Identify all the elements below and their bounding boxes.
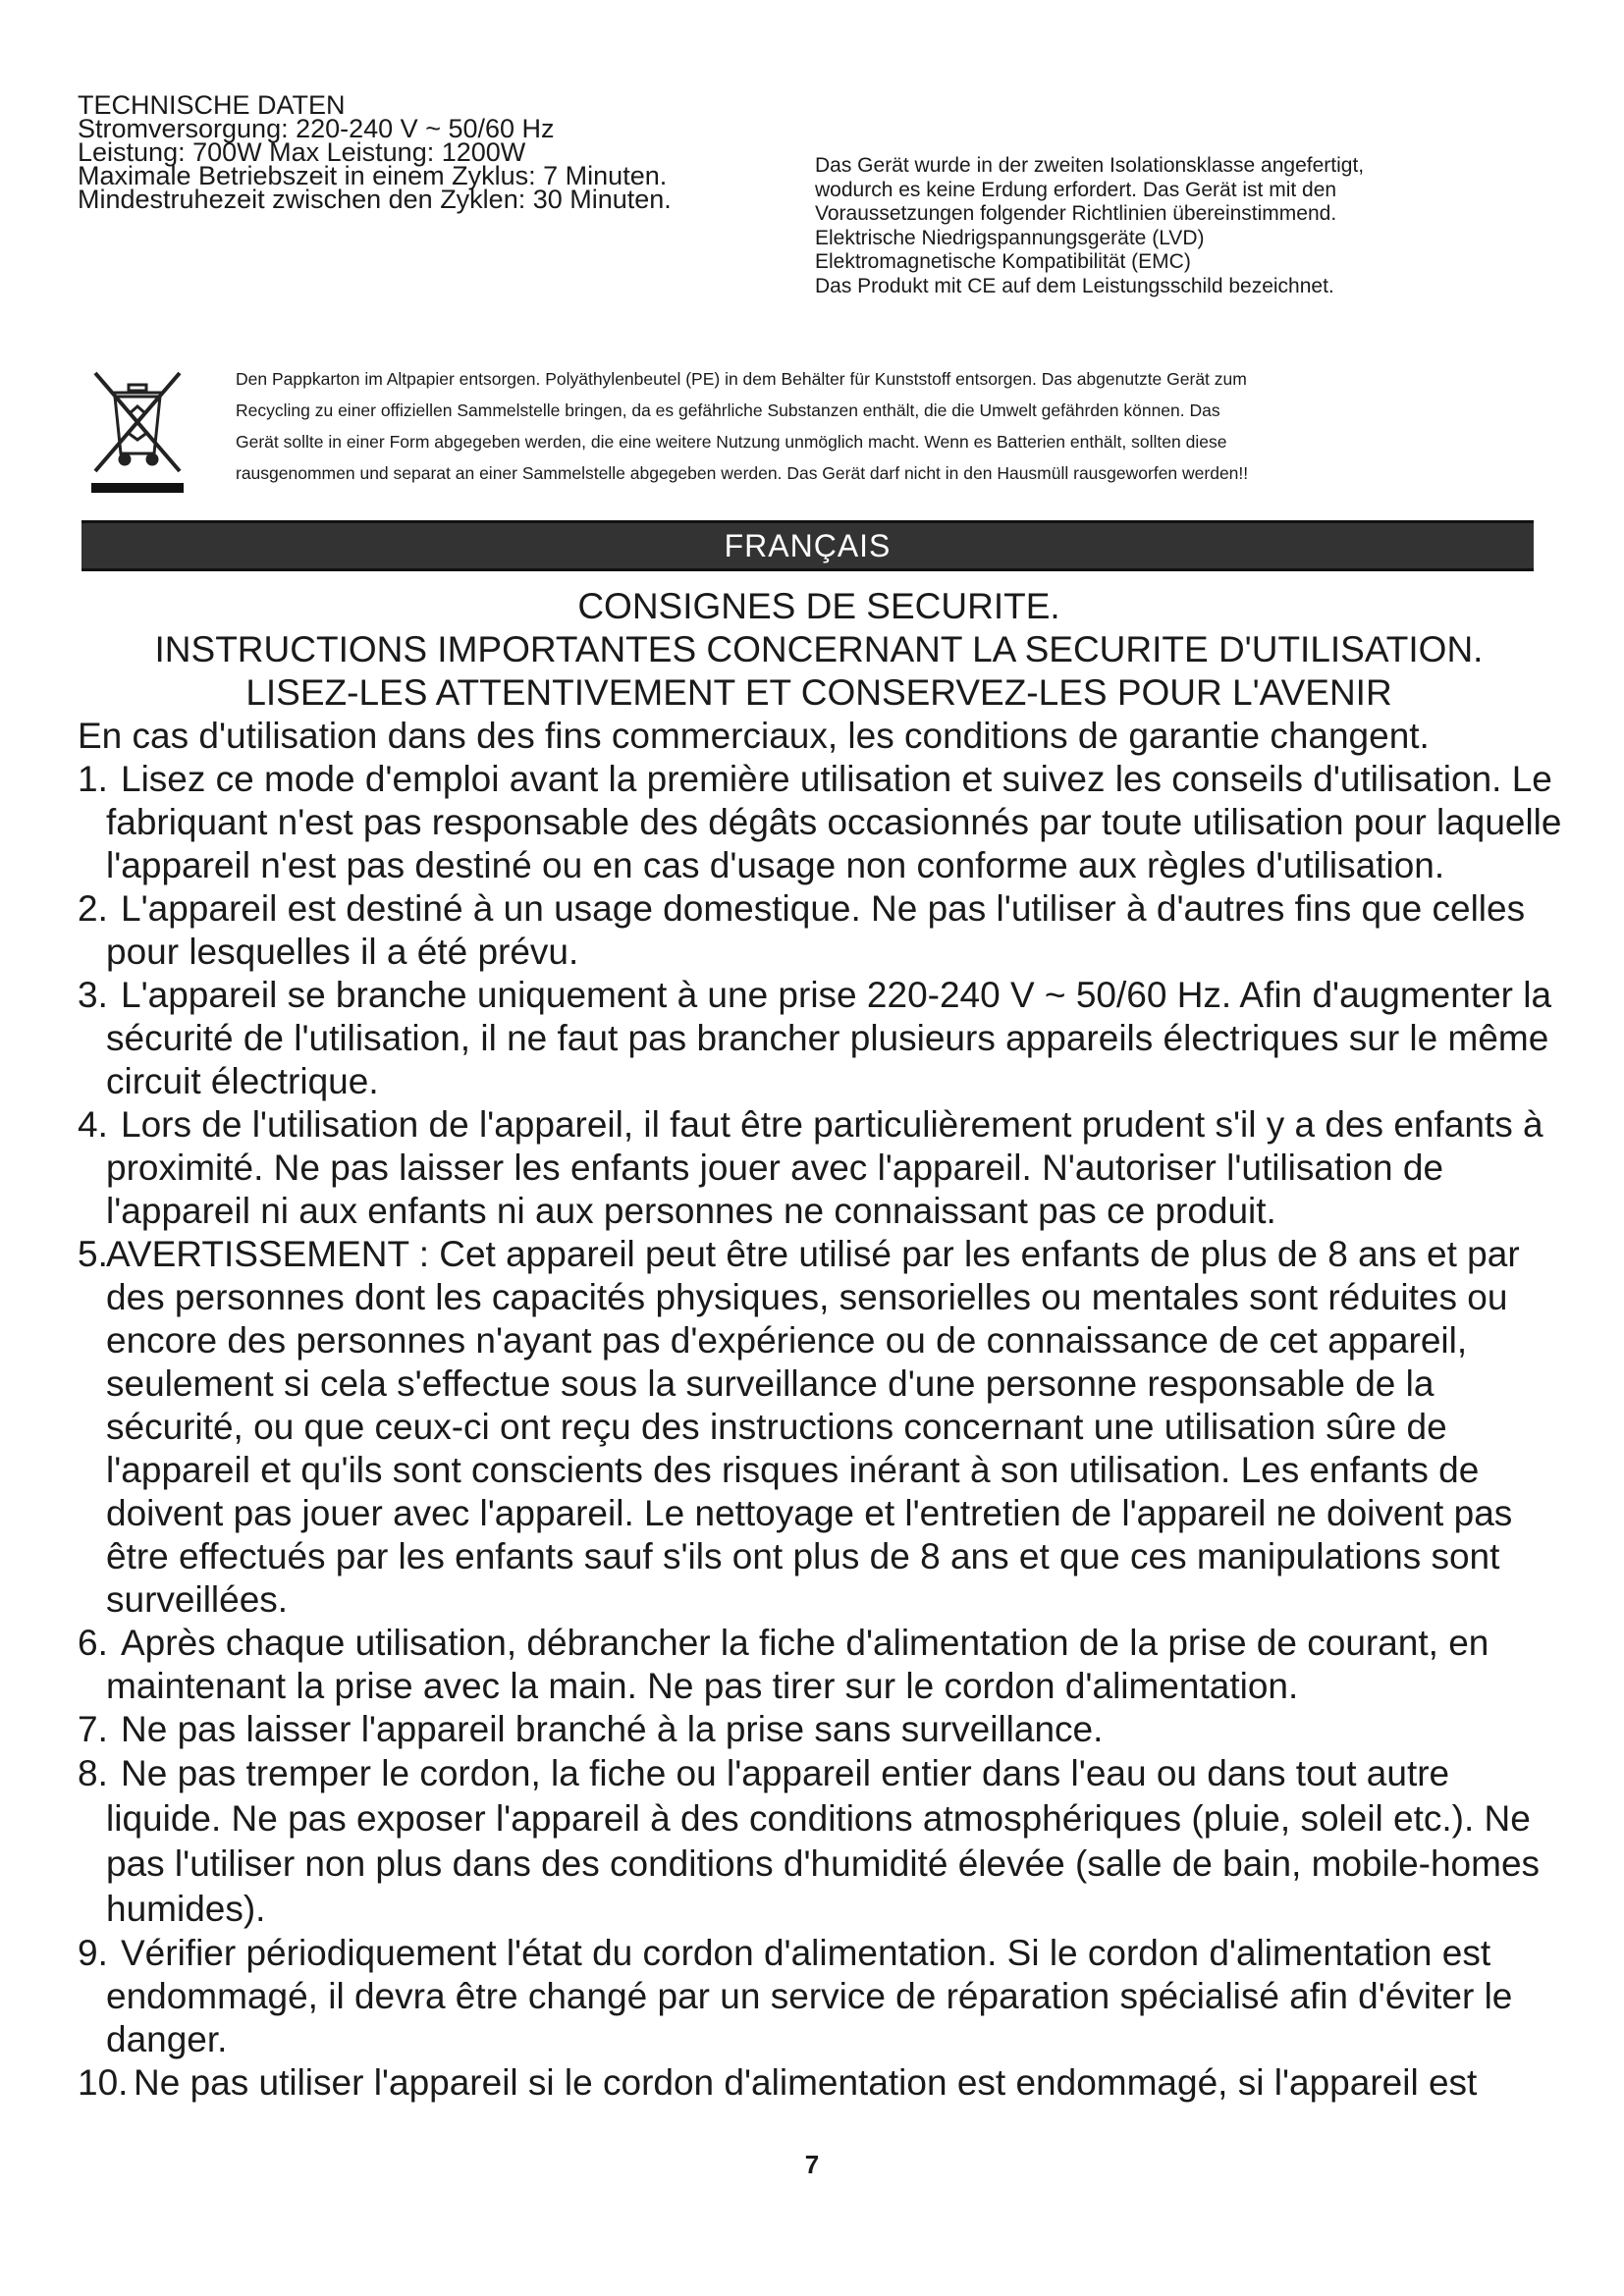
item-line: circuit électrique. [106,1061,379,1101]
isolation-class-block [815,154,1561,299]
item-number: 5. [78,1234,108,1274]
safety-item [78,1103,1560,1233]
item-number: 7. [78,1709,108,1749]
item-line: Ne pas laisser l'appareil branché à la prise sans surveillance. [121,1709,1104,1749]
item-number: 9. [78,1933,108,1973]
item-number: 8. [78,1753,108,1793]
safety-item [78,758,1560,887]
crossed-out-wheelie-bin-icon [83,363,191,501]
disposal-line: Recycling zu einer offiziellen Sammelstelle bringen, da es gefährliche Substanzen enthält, die die Umwelt gefährden können. Das [236,400,1220,420]
banner-label: FRANÇAIS [724,528,892,563]
safety-item [78,974,1560,1103]
item-line: être effectués par les enfants sauf s'ils ont plus de 8 ans et que ces manipulations sont [106,1536,1500,1576]
item-line: des personnes dont les capacités physiques, sensorielles ou mentales sont réduites ou [106,1277,1508,1317]
item-line: Après chaque utilisation, débrancher la fiche d'alimentation de la prise de courant, en [121,1623,1489,1663]
safety-item [78,1751,1560,1932]
item-line: humides). [106,1889,266,1929]
warranty-note: En cas d'utilisation dans des fins commerciaux, les conditions de garantie changent. [78,716,1430,756]
item-line: sécurité, ou que ceux-ci ont reçu des instructions concernant une utilisation sûre de [106,1407,1447,1447]
disposal-line: rausgenommen und separat an einer Sammelstelle abgegeben werden. Das Gerät darf nicht in den Hausmüll rausgeworfen werden!! [236,463,1249,483]
item-line: surveillées. [106,1579,289,1620]
item-line: Ne pas utiliser l'appareil si le cordon d'alimentation est endommagé, si l'appareil est [134,2062,1478,2103]
isolation-line: Elektromagnetische Kompatibilität (EMC) [815,250,1191,274]
technical-data-line: Stromversorgung: 220-240 V ~ 50/60 Hz [78,114,555,143]
item-number: 6. [78,1623,108,1663]
item-line: l'appareil et qu'ils sont conscients des risques inérant à son utilisation. Les enfants de [106,1450,1480,1490]
safety-subheading: LISEZ-LES ATTENTIVEMENT ET CONSERVEZ-LES POUR L'AVENIR [245,672,1392,713]
item-line: maintenant la prise avec la main. Ne pas tirer sur le cordon d'alimentation. [106,1666,1299,1706]
safety-heading: CONSIGNES DE SECURITE. [577,586,1060,626]
item-line: Vérifier périodiquement l'état du cordon d'alimentation. Si le cordon d'alimentation est [121,1933,1491,1973]
item-line: pas l'utiliser non plus dans des conditions d'humidité élevée (salle de bain, mobile-homes [106,1843,1541,1884]
item-line: Ne pas tremper le cordon, la fiche ou l'appareil entier dans l'eau ou dans tout autre [121,1753,1450,1793]
item-line: Lisez ce mode d'emploi avant la première utilisation et suivez les conseils d'utilisation. Le [121,759,1552,799]
safety-instructions [78,585,1560,2105]
item-number: 2. [78,888,108,929]
item-number: 3. [78,975,108,1015]
isolation-line: Voraussetzungen folgender Richtlinien übereinstimmend. [815,202,1337,226]
language-section-banner [81,520,1534,571]
item-line: proximité. Ne pas laisser les enfants jouer avec l'appareil. N'autoriser l'utilisation de [106,1148,1444,1188]
item-line: liquide. Ne pas exposer l'appareil à des conditions atmosphériques (pluie, soleil etc.). Ne [106,1798,1531,1839]
disposal-line: Den Pappkarton im Altpapier entsorgen. Polyäthylenbeutel (PE) in dem Behälter für Kunststoff entsorgen. Das abgenutzte Gerät zum [236,369,1247,389]
item-line: doivent pas jouer avec l'appareil. Le nettoyage et l'entretien de l'appareil ne doivent pas [106,1493,1513,1533]
item-line: l'appareil ni aux enfants ni aux personnes ne connaissant pas ce produit. [106,1191,1276,1231]
isolation-line: wodurch es keine Erdung erfordert. Das Gerät ist mit den [815,178,1337,201]
item-line: encore des personnes n'ayant pas d'expérience ou de connaissance de cet appareil, [106,1320,1468,1361]
item-line: seulement si cela s'effectue sous la surveillance d'une personne responsable de la [106,1363,1435,1404]
page-number: 7 [804,2150,820,2179]
isolation-line: Elektrische Niedrigspannungsgeräte (LVD) [815,226,1205,249]
item-line: L'appareil se branche uniquement à une prise 220-240 V ~ 50/60 Hz. Afin d'augmenter la [121,975,1552,1015]
technical-data-line: Leistung: 700W Max Leistung: 1200W [78,137,526,167]
disposal-instructions [236,363,1542,489]
item-line: fabriquant n'est pas responsable des dégâts occasionnés par toute utilisation pour laquelle [106,802,1562,842]
item-number: 10. [78,2062,129,2103]
item-number: 1. [78,759,108,799]
technical-data-title: TECHNISCHE DATEN [78,90,346,120]
safety-item [78,2061,1560,2105]
item-line: Lors de l'utilisation de l'appareil, il faut être particulièrement prudent s'il y a des enfants à [121,1104,1543,1145]
item-line: pour lesquelles il a été prévu. [106,932,579,972]
item-line: sécurité de l'utilisation, il ne faut pas brancher plusieurs appareils électriques sur le même [106,1018,1549,1058]
safety-item [78,1708,1560,1751]
safety-subheading: INSTRUCTIONS IMPORTANTES CONCERNANT LA SECURITE D'UTILISATION. [154,629,1484,669]
item-line: L'appareil est destiné à un usage domestique. Ne pas l'utiliser à d'autres fins que celles [121,888,1526,929]
isolation-line: Das Produkt mit CE auf dem Leistungsschild bezeichnet. [815,274,1334,297]
isolation-line: Das Gerät wurde in der zweiten Isolationsklasse angefertigt, [815,154,1365,177]
technical-data-line: Maximale Betriebszeit in einem Zyklus: 7 Minuten. [78,161,668,190]
item-line: AVERTISSEMENT : Cet appareil peut être utilisé par les enfants de plus de 8 ans et par [106,1234,1520,1274]
safety-item [78,887,1560,974]
item-line: endommagé, il devra être changé par un service de réparation spécialisé afin d'éviter le [106,1976,1513,2016]
disposal-line: Gerät sollte in einer Form abgegeben werden, die eine weitere Nutzung unmöglich macht. Wenn es Batterien enthält, sollten diese [236,432,1227,452]
technical-data-line: Mindestruhezeit zwischen den Zyklen: 30 Minuten. [78,185,672,214]
safety-item [78,1233,1560,1622]
safety-item [78,1932,1560,2061]
item-number: 4. [78,1104,108,1145]
safety-item [78,1622,1560,1708]
technical-data-block [78,90,765,214]
item-line: danger. [106,2019,228,2059]
item-line: l'appareil n'est pas destiné ou en cas d'usage non conforme aux règles d'utilisation. [106,845,1445,885]
